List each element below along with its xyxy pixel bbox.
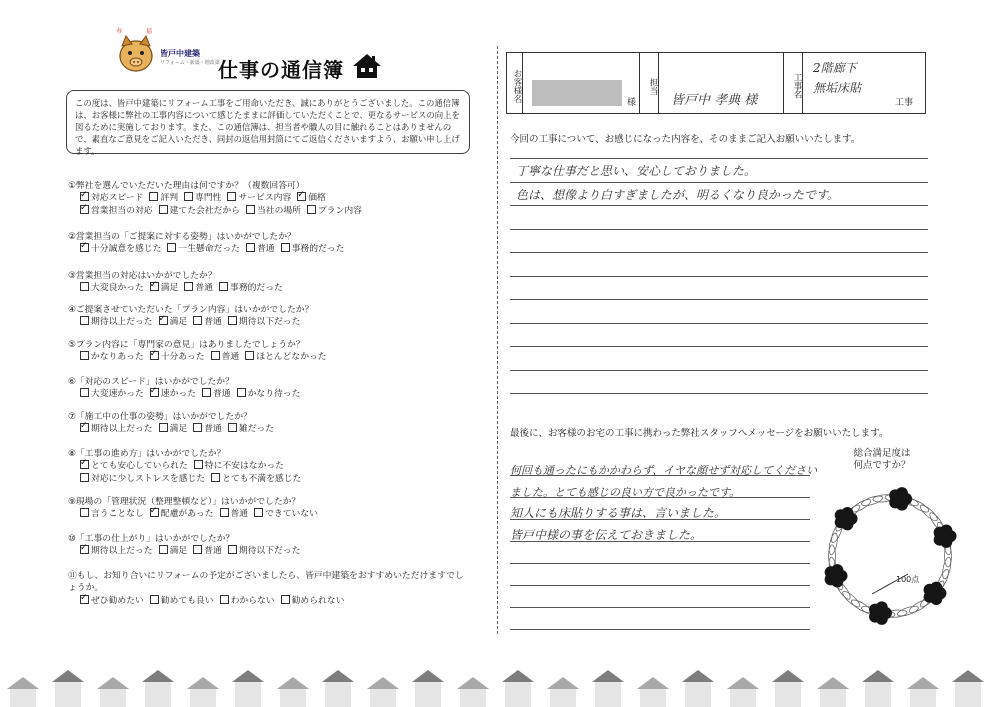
- answer-option[interactable]: [80, 473, 205, 485]
- checkbox[interactable]: [150, 351, 159, 360]
- ruled-line: [510, 252, 928, 253]
- question-text: ⑧「工事の進め方」はいかがでしたか？: [68, 449, 226, 459]
- checkbox[interactable]: [80, 595, 89, 604]
- answer-option[interactable]: [254, 508, 318, 520]
- option-row: [68, 243, 478, 255]
- answer-option[interactable]: [245, 351, 326, 363]
- option-label: 事務的だった: [230, 283, 283, 294]
- answer-option[interactable]: [159, 205, 240, 217]
- question-11: [68, 570, 478, 607]
- answer-option[interactable]: [228, 316, 301, 328]
- option-label: 期待以上だった: [91, 317, 153, 328]
- option-label: 普通: [204, 317, 222, 328]
- work-label: 工事名: [787, 53, 803, 113]
- answer-option[interactable]: [194, 460, 284, 472]
- checkbox[interactable]: [220, 508, 229, 517]
- answer-option[interactable]: [150, 508, 214, 520]
- answer-option[interactable]: [150, 282, 179, 294]
- option-label: ぜひ勧めたい: [91, 595, 144, 606]
- answer-option[interactable]: [193, 316, 222, 328]
- score-title: [842, 448, 922, 472]
- staff-label: 担当: [643, 53, 659, 113]
- option-label: 言うことなし: [91, 509, 144, 520]
- brand-subtitle: リフォーム・新築・増改築: [160, 60, 220, 66]
- option-label: 評判: [160, 193, 179, 204]
- checkbox[interactable]: [246, 205, 255, 214]
- option-label: 普通: [256, 244, 275, 255]
- checkbox[interactable]: [193, 423, 202, 432]
- answer-option[interactable]: [80, 192, 143, 204]
- answer-option[interactable]: [184, 192, 221, 204]
- ruled-line: [510, 299, 928, 300]
- message-line-2: 知人にも床貼りする事は、言いました。: [510, 506, 727, 520]
- answer-option[interactable]: [220, 508, 249, 520]
- score-underline: [870, 572, 910, 596]
- checkbox[interactable]: [297, 192, 306, 201]
- option-label: 速かった: [160, 389, 196, 400]
- option-label: 事務的だった: [291, 244, 345, 255]
- answer-option[interactable]: [80, 243, 161, 255]
- checkbox[interactable]: [80, 460, 89, 469]
- score-value: 100点: [896, 575, 920, 584]
- option-label: 普通: [230, 509, 249, 520]
- answer-option[interactable]: [80, 545, 153, 557]
- answer-option[interactable]: [159, 545, 188, 557]
- checkbox[interactable]: [80, 351, 89, 360]
- checkbox[interactable]: [184, 282, 193, 291]
- option-label: 一生懸命だった: [178, 244, 240, 255]
- checkbox[interactable]: [159, 316, 168, 325]
- option-label: 普通: [195, 283, 214, 294]
- staff-value: 皆戸中 孝典 様: [671, 93, 758, 108]
- option-label: 十分あった: [160, 352, 205, 363]
- answer-option[interactable]: [227, 192, 291, 204]
- work-value-2: 無垢床貼: [813, 81, 862, 95]
- option-row: [68, 595, 478, 607]
- option-row: [68, 545, 478, 557]
- answer-option[interactable]: [246, 243, 275, 255]
- score-title-line-2: 何点ですか？: [853, 460, 911, 471]
- ruled-line: [510, 276, 928, 277]
- question-text: ⑥「対応のスピード」はいかがでしたか？: [68, 377, 234, 387]
- checkbox[interactable]: [211, 351, 220, 360]
- score-title-line-1: 総合満足度は: [853, 448, 911, 459]
- option-row: [68, 351, 478, 363]
- question-1: [68, 180, 478, 217]
- answer-option[interactable]: [307, 205, 362, 217]
- answer-option[interactable]: [228, 423, 274, 435]
- question-text: ⑪もし、お知り合いにリフォームの予定がございましたら、皆戸中建築をおすすめいただけますでしょうか。: [68, 571, 464, 594]
- option-label: 普通: [213, 389, 231, 400]
- boar-mascot-icon: [112, 24, 160, 76]
- checkbox[interactable]: [246, 243, 255, 252]
- checkbox[interactable]: [80, 205, 89, 214]
- option-label: 期待以下だった: [238, 546, 301, 557]
- option-row: [68, 282, 478, 294]
- option-label: 満足: [169, 546, 188, 557]
- ruled-line: [510, 629, 810, 630]
- option-label: 普通: [204, 424, 222, 435]
- ruled-line: [510, 205, 928, 206]
- checkbox[interactable]: [80, 282, 89, 291]
- intro-text: この度は、皆戸中建築にリフォーム工事をご用命いただき、誠にありがとうございました。この通信簿は、お客様に弊社の工事内容について感じたままに評価していただくことで、更なるサービスの向上を図るために実施しております。また、この通信簿は、担当者や職人の目に触れることはありませんので、素直なご意見をご記入いただき、同封の返信用封筒にてご返信くださいますよう、お願い申し上げます。: [66, 90, 470, 154]
- flower-wreath-icon: [812, 478, 968, 634]
- answer-option[interactable]: [80, 205, 153, 217]
- answer-option[interactable]: [193, 545, 222, 557]
- checkbox[interactable]: [150, 508, 159, 517]
- answer-option[interactable]: [80, 460, 188, 472]
- question-2: [68, 231, 478, 256]
- ruled-line: [510, 370, 928, 371]
- option-label: 期待以上だった: [91, 424, 153, 435]
- checkbox[interactable]: [194, 460, 203, 469]
- question-7: [68, 411, 478, 436]
- message-line-3: 皆戸中様の事を伝えておきました。: [510, 528, 703, 542]
- question-text: ⑨現場の「管理状況（整理整頓など）」はいかがでしたか？: [68, 497, 301, 507]
- customer-suffix: 様: [627, 98, 637, 108]
- option-label: 大変速かった: [91, 389, 144, 400]
- checkbox[interactable]: [254, 508, 263, 517]
- checkbox[interactable]: [80, 423, 89, 432]
- work-suffix: 工事: [895, 98, 914, 108]
- question-10: [68, 533, 478, 558]
- answer-option[interactable]: [220, 595, 275, 607]
- question-3: [68, 270, 478, 295]
- svg-text:福: 福: [146, 28, 153, 35]
- answer-option[interactable]: [149, 192, 178, 204]
- option-label: 期待以上だった: [91, 546, 153, 557]
- option-label: プラン内容: [317, 205, 362, 216]
- checkbox[interactable]: [159, 545, 168, 554]
- answer-option[interactable]: [246, 205, 301, 217]
- checkbox[interactable]: [80, 545, 89, 554]
- checkbox[interactable]: [219, 282, 228, 291]
- checkbox[interactable]: [150, 595, 159, 604]
- checkbox[interactable]: [159, 205, 168, 214]
- question-5: [68, 339, 478, 364]
- question-8: [68, 448, 478, 485]
- comment-line-2: 色は、想像より白すぎましたが、明るくなり良かったです。: [516, 188, 840, 202]
- option-label: 満足: [160, 283, 179, 294]
- option-label: 大変良かった: [91, 283, 144, 294]
- answer-option[interactable]: [80, 282, 144, 294]
- question-text: ⑦「施工中の仕事の姿勢」はいかがでしたか？: [68, 412, 252, 422]
- answer-option[interactable]: [159, 423, 188, 435]
- question-text: ⑩「工事の仕上がり」はいかがでしたか？: [68, 534, 235, 544]
- option-row: [68, 388, 478, 400]
- option-label: 建てた会社だから: [169, 205, 240, 216]
- question-text: ③営業担当の対応はいかがでしたか？: [68, 271, 217, 281]
- checkbox[interactable]: [228, 545, 237, 554]
- checkbox[interactable]: [80, 316, 89, 325]
- option-row: [68, 192, 478, 204]
- answer-option[interactable]: [150, 351, 205, 363]
- option-label: サービス内容: [238, 193, 292, 204]
- ruled-line: [510, 393, 928, 394]
- checkbox[interactable]: [80, 473, 89, 482]
- customer-label: お客様名: [507, 53, 523, 113]
- checkbox[interactable]: [281, 243, 290, 252]
- question-4: [68, 304, 478, 329]
- option-label: とても不満を感じた: [222, 473, 302, 484]
- answer-option[interactable]: [150, 595, 214, 607]
- ruled-line: [510, 346, 928, 347]
- message-line-1: 何回も通ったにもかかわらず、イヤな顔せず対応してくださいました。とても感じの良い方で良かったです。: [510, 464, 818, 499]
- option-row: [68, 316, 478, 328]
- checkbox[interactable]: [184, 192, 193, 201]
- ruled-line: [510, 323, 928, 324]
- message-prompt: 最後に、お客様のお宅の工事に携わった弊社スタッフへメッセージをお願いいたします。: [510, 428, 889, 439]
- house-icon: [352, 52, 382, 80]
- option-label: かなり待った: [247, 389, 301, 400]
- comments-prompt: 今回の工事について、お感じになった内容を、そのままご記入お願いいたします。: [510, 134, 861, 145]
- option-label: 対応スピード: [91, 193, 144, 204]
- checkbox[interactable]: [80, 243, 89, 252]
- page-divider: [497, 46, 498, 634]
- option-row: [68, 460, 478, 472]
- option-label: 対応に少しストレスを感じた: [91, 473, 206, 484]
- checkbox[interactable]: [80, 508, 89, 517]
- answer-option[interactable]: [80, 595, 144, 607]
- option-label: 期待以下だった: [238, 317, 301, 328]
- option-label: 雑だった: [238, 424, 275, 435]
- question-6: [68, 376, 478, 401]
- answer-option[interactable]: [184, 282, 213, 294]
- answer-option[interactable]: [211, 351, 240, 363]
- answer-option[interactable]: [159, 316, 188, 328]
- question-text: ②営業担当の「ご提案に対する姿勢」はいかがでしたか？: [68, 232, 296, 242]
- option-label: 勧めても良い: [160, 595, 214, 606]
- option-label: かなりあった: [91, 352, 144, 363]
- checkbox[interactable]: [220, 595, 229, 604]
- option-label: 当社の場所: [256, 205, 301, 216]
- page-title: 仕事の通信簿: [218, 58, 344, 82]
- option-row: [68, 205, 478, 217]
- answer-option[interactable]: [237, 388, 301, 400]
- town-silhouette-footer: [0, 640, 1000, 707]
- answer-option[interactable]: [202, 388, 231, 400]
- option-label: 勧められない: [291, 595, 345, 606]
- ruled-line: [510, 607, 810, 608]
- checkbox[interactable]: [193, 316, 202, 325]
- ruled-line: [510, 563, 810, 564]
- checkbox[interactable]: [167, 243, 176, 252]
- answer-option[interactable]: [297, 192, 326, 204]
- option-label: とても安心していられた: [91, 461, 188, 472]
- option-label: ほとんどなかった: [256, 352, 327, 363]
- option-row: [68, 473, 478, 485]
- answer-option[interactable]: [228, 545, 301, 557]
- brand-name: 皆戸中建築: [160, 49, 200, 58]
- ruled-line: [510, 158, 928, 159]
- checkbox[interactable]: [159, 423, 168, 432]
- answer-option[interactable]: [80, 423, 153, 435]
- option-row: [68, 508, 478, 520]
- checkbox[interactable]: [211, 473, 220, 482]
- checkbox[interactable]: [245, 351, 254, 360]
- option-label: できていない: [265, 509, 318, 520]
- checkbox[interactable]: [149, 192, 158, 201]
- option-label: 普通: [204, 546, 222, 557]
- answer-option[interactable]: [281, 595, 345, 607]
- redacted-customer-name: [532, 80, 622, 106]
- checkbox[interactable]: [281, 595, 290, 604]
- answer-option[interactable]: [80, 508, 144, 520]
- question-text: ④ご提案させていただいた「プラン内容」はいかがでしたか？: [68, 305, 314, 315]
- checkbox[interactable]: [237, 388, 246, 397]
- answer-option[interactable]: [193, 423, 222, 435]
- option-row: [68, 423, 478, 435]
- question-text: ⑤プラン内容に「専門家の意見」はありましたでしょうか？: [68, 340, 305, 350]
- question-9: [68, 496, 478, 521]
- answer-option[interactable]: [211, 473, 301, 485]
- answer-option[interactable]: [150, 388, 196, 400]
- svg-text:寿: 寿: [116, 28, 123, 35]
- question-text: ①弊社を選んでいただいた理由は何ですか？（複数回答可）: [68, 181, 305, 191]
- option-label: 特に不安はなかった: [204, 461, 284, 472]
- checkbox[interactable]: [228, 423, 237, 432]
- ruled-line: [510, 182, 928, 183]
- answer-option[interactable]: [219, 282, 283, 294]
- option-label: 満足: [169, 317, 188, 328]
- checkbox[interactable]: [193, 545, 202, 554]
- checkbox[interactable]: [80, 192, 89, 201]
- option-label: わからない: [230, 595, 275, 606]
- option-label: 満足: [169, 424, 188, 435]
- answer-option[interactable]: [80, 316, 153, 328]
- option-label: 配慮があった: [160, 509, 214, 520]
- checkbox[interactable]: [202, 388, 211, 397]
- ruled-line: [510, 585, 810, 586]
- answer-option[interactable]: [80, 388, 144, 400]
- comment-line-1: 丁寧な仕事だと思い、安心しておりました。: [516, 164, 757, 178]
- checkbox[interactable]: [227, 192, 236, 201]
- option-label: 営業担当の対応: [91, 205, 153, 216]
- answer-option[interactable]: [80, 351, 144, 363]
- option-label: 普通: [221, 352, 240, 363]
- answer-option[interactable]: [281, 243, 345, 255]
- checkbox[interactable]: [307, 205, 316, 214]
- checkbox[interactable]: [80, 388, 89, 397]
- checkbox[interactable]: [150, 388, 159, 397]
- checkbox[interactable]: [150, 282, 159, 291]
- answer-option[interactable]: [167, 243, 240, 255]
- checkbox[interactable]: [228, 316, 237, 325]
- work-value-1: 2階廊下: [813, 61, 857, 75]
- ruled-line: [510, 229, 928, 230]
- option-label: 十分誠意を感じた: [91, 244, 162, 255]
- option-label: 価格: [308, 193, 326, 204]
- option-label: 専門性: [195, 193, 222, 204]
